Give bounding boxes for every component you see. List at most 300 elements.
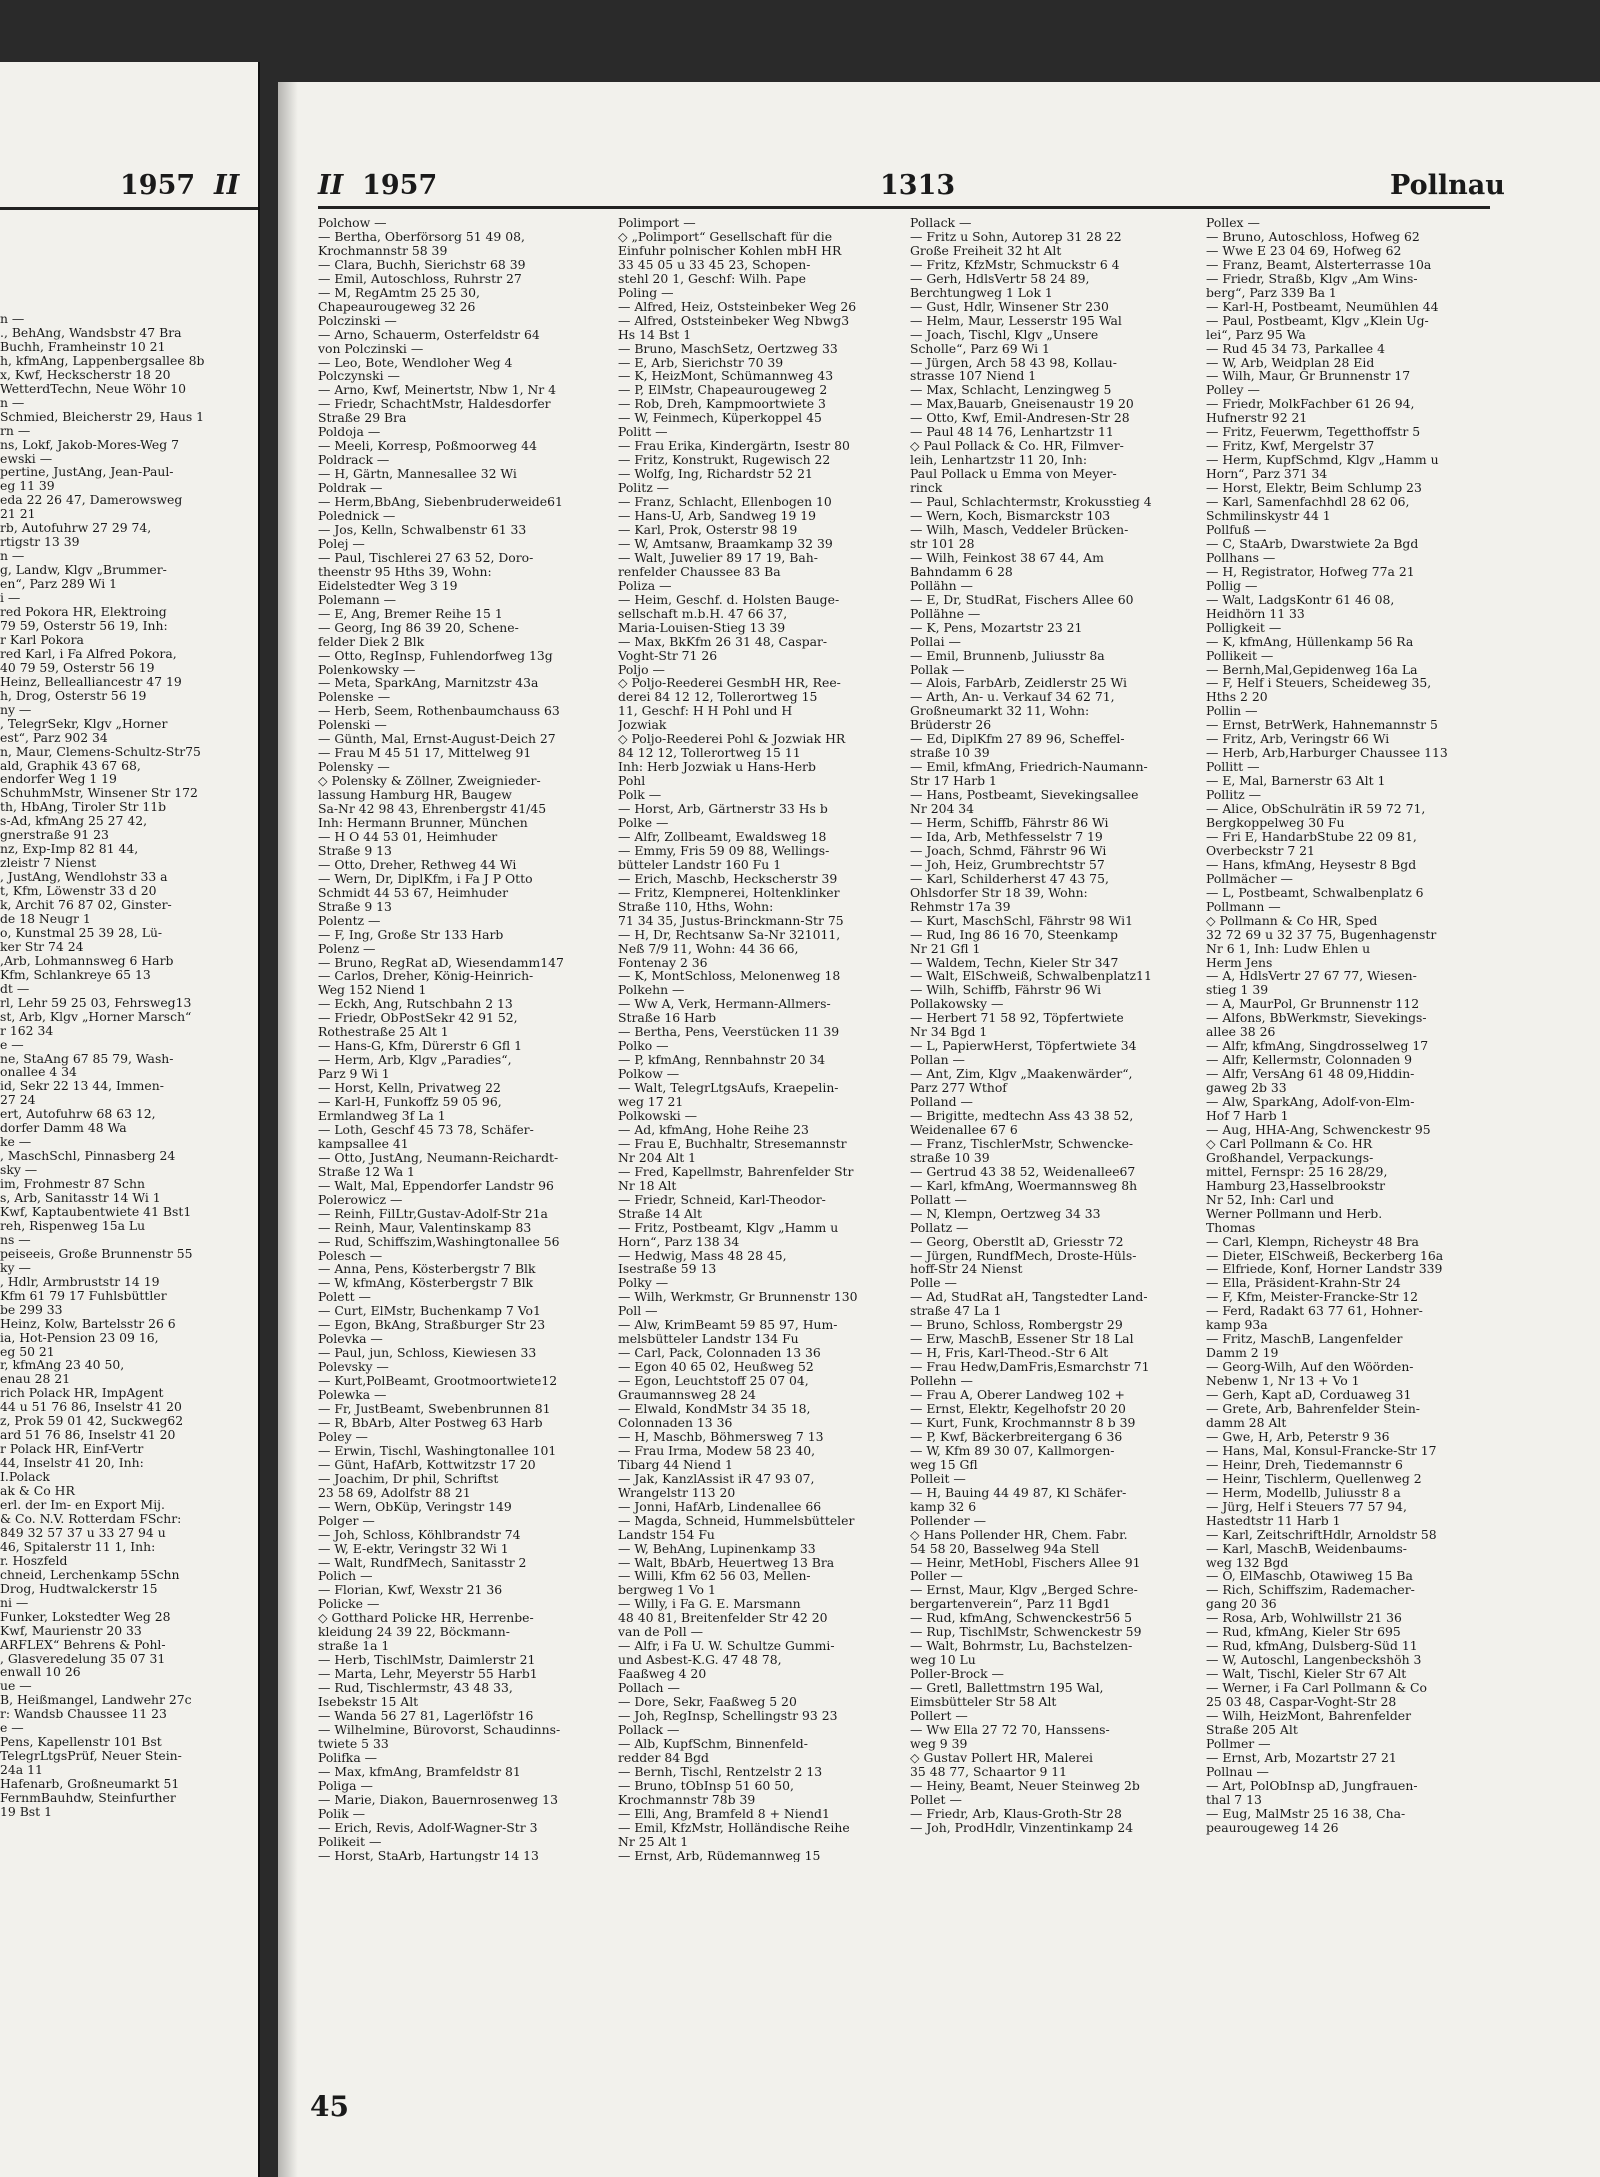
left-page [0, 62, 260, 2177]
directory-entry: Fontenay 2 36 [618, 954, 708, 970]
directory-entry: — Georg, Oberstlt aD, Griesstr 72 [910, 1233, 1124, 1249]
directory-entry: — Elfriede, Konf, Horner Landstr 339 [1206, 1261, 1443, 1277]
directory-entry: Nr 34 Bgd 1 [910, 1024, 988, 1040]
directory-entry: — Wolfg, Ing, Richardstr 52 21 [618, 466, 813, 482]
directory-entry: ◇ Gustav Pollert HR, Malerei [910, 1749, 1094, 1765]
left-header-roman: II [213, 170, 240, 201]
footer-page-number: 45 [310, 2090, 349, 2123]
directory-entry: — Ww Ella 27 72 70, Hanssens- [910, 1721, 1110, 1737]
directory-entry: Schmilinskystr 44 1 [1206, 508, 1331, 524]
directory-entry: Parz 9 Wi 1 [318, 1066, 390, 1082]
directory-entry: — Emmy, Fris 59 09 88, Wellings- [618, 842, 830, 858]
directory-entry: — Wern, Koch, Bismarckstr 103 [910, 508, 1111, 524]
directory-entry: — F, Kfm, Meister-Francke-Str 12 [1206, 1289, 1419, 1305]
directory-entry: — Fritz, Kwf, Mergelstr 37 [1206, 438, 1375, 454]
directory-entry: lassung Hamburg HR, Baugew [318, 787, 512, 803]
directory-entry: Polky — [618, 1275, 669, 1291]
directory-entry: — Frau E, Buchhaltr, Stresemannstr [618, 1135, 847, 1151]
directory-entry: rn — [0, 422, 31, 438]
directory-entry: — Ernst, BetrWerk, Hahnemannstr 5 [1206, 717, 1438, 733]
directory-entry: Hastedtstr 11 Harb 1 [1206, 1512, 1341, 1528]
directory-entry: — L, Postbeamt, Schwalbenplatz 6 [1206, 884, 1424, 900]
directory-entry: — Ant, Zim, Klgv „Maakenwärder“, [910, 1066, 1133, 1082]
directory-entry: — Franz, Schlacht, Ellenbogen 10 [618, 494, 832, 510]
directory-entry: Hths 2 20 [1206, 689, 1268, 705]
directory-entry: Pollmächer — [1206, 870, 1293, 886]
directory-entry: — H, Dr, Rechtsanw Sa-Nr 321011, [618, 926, 841, 942]
directory-entry: 33 45 05 u 33 45 23, Schopen- [618, 256, 811, 272]
directory-entry: kampsallee 41 [318, 1135, 409, 1151]
directory-entry: Polensky — [318, 759, 390, 775]
directory-entry: Polenski — [318, 717, 387, 733]
directory-entry: ue — [0, 1678, 32, 1694]
directory-entry: bergartenverein“, Parz 11 Bgd1 [910, 1596, 1111, 1612]
directory-entry: — H, Bauing 44 49 87, Kl Schäfer- [910, 1484, 1127, 1500]
page-number: 1313 [880, 170, 956, 201]
directory-entry: — Ww A, Verk, Hermann-Allmers- [618, 996, 831, 1012]
directory-entry: Pollmer — [1206, 1735, 1271, 1751]
directory-entry: ald, Graphik 43 67 68, [0, 757, 141, 773]
directory-entry: ert, Autofuhrw 68 63 12, [0, 1106, 156, 1122]
directory-entry: dorfer Damm 48 Wa [0, 1120, 127, 1136]
directory-entry: — Max, kfmAng, Bramfeldstr 81 [318, 1763, 521, 1779]
directory-entry: Pollikeit — [1206, 647, 1274, 663]
running-head: Pollnau [1390, 170, 1505, 201]
gutter-shadow [278, 82, 298, 2177]
directory-entry: Damm 2 19 [1206, 1345, 1279, 1361]
directory-entry: — Herm,BbAng, Siebenbruderweide61 [318, 494, 563, 510]
directory-entry: — Horst, Arb, Gärtnerstr 33 Hs b [618, 801, 828, 817]
directory-entry: red Pokora HR, Elektroing [0, 604, 167, 620]
directory-entry: , Glasveredelung 35 07 31 [0, 1650, 166, 1666]
directory-entry: — Bruno, Autoschloss, Hofweg 62 [1206, 228, 1420, 244]
directory-entry: kamp 93a [1206, 1317, 1268, 1333]
directory-entry: — Otto, JustAng, Neumann-Reichardt- [318, 1149, 559, 1165]
directory-entry: ewski — [0, 450, 53, 466]
directory-entry: — Joachim, Dr phil, Schriftst [318, 1470, 499, 1486]
directory-entry: — Hans, Postbeamt, Sievekingsallee [910, 787, 1139, 803]
directory-entry: Polich — [318, 1568, 373, 1584]
directory-entry: Nr 25 Alt 1 [618, 1833, 689, 1849]
directory-entry: — Bruno, tObInsp 51 60 50, [618, 1777, 794, 1793]
directory-entry: Polewka — [318, 1387, 387, 1403]
directory-entry: , Hdlr, Armbruststr 14 19 [0, 1273, 160, 1289]
directory-entry: Poliza — [618, 577, 672, 593]
directory-entry: — Ferd, Radakt 63 77 61, Hohner- [1206, 1303, 1423, 1319]
directory-entry: — Paul, Tischlerei 27 63 52, Doro- [318, 549, 534, 565]
directory-entry: Pollehn — [910, 1373, 973, 1389]
directory-entry: r, kfmAng 23 40 50, [0, 1357, 125, 1373]
directory-entry: Scholle“, Parz 69 Wi 1 [910, 340, 1050, 356]
directory-entry: — Erw, MaschB, Essener Str 18 Lal [910, 1331, 1134, 1347]
directory-entry: — Walt, Bohrmstr, Lu, Bachstelzen- [910, 1638, 1133, 1654]
directory-entry: Poldrack — [318, 452, 390, 468]
directory-entry: melsbütteler Landstr 134 Fu [618, 1331, 799, 1347]
directory-entry: — Fritz u Sohn, Autorep 31 28 22 [910, 228, 1122, 244]
directory-entry: Polczinski — [318, 312, 397, 328]
directory-entry: 48 40 81, Breitenfelder Str 42 20 [618, 1610, 828, 1626]
directory-entry: kleidung 24 39 22, Böckmann- [318, 1624, 510, 1640]
directory-entry: 44 u 51 76 86, Inselstr 41 20 [0, 1399, 182, 1415]
directory-entry: — Günth, Mal, Ernst-August-Deich 27 [318, 731, 556, 747]
directory-entry: — Frau Erika, Kindergärtn, Isestr 80 [618, 438, 850, 454]
directory-entry: — Fritz, KfzMstr, Schmuckstr 6 4 [910, 256, 1120, 272]
directory-entry: hoff-Str 24 Nienst [910, 1261, 1023, 1277]
directory-entry: — Florian, Kwf, Wexstr 21 36 [318, 1582, 503, 1598]
directory-entry: — H O 44 53 01, Heimhuder [318, 828, 498, 844]
directory-entry: Pollähn — [910, 577, 973, 593]
directory-entry: — Carl, Pack, Colonnaden 13 36 [618, 1345, 821, 1361]
directory-entry: Pollakowsky — [910, 996, 1004, 1012]
directory-entry: Pollack — [910, 216, 972, 230]
directory-entry: rl, Lehr 59 25 03, Fehrsweg13 [0, 994, 192, 1010]
directory-entry: — Clara, Buchh, Sierichstr 68 39 [318, 256, 526, 272]
directory-entry: Kwf, Maurienstr 20 33 [0, 1622, 142, 1638]
left-header-rule [0, 207, 258, 210]
directory-entry: chneid, Lerchenkamp 5Schn [0, 1566, 180, 1582]
directory-entry: z, Prok 59 01 42, Suckweg62 [0, 1413, 184, 1429]
directory-entry: — Rud, kfmAng, Schwenckestr56 5 [910, 1610, 1132, 1626]
directory-entry: — Joh, ProdHdlr, Vinzentinkamp 24 [910, 1819, 1134, 1835]
directory-entry: — Meta, SparkAng, Marnitzstr 43a [318, 675, 539, 691]
directory-entry: — K, kfmAng, Hüllenkamp 56 Ra [1206, 633, 1414, 649]
directory-entry: Schmied, Bleicherstr 29, Haus 1 [0, 408, 204, 424]
directory-entry: — Kurt, Funk, Krochmannstr 8 b 39 [910, 1414, 1136, 1430]
directory-entry: — Karl, ZeitschriftHdlr, Arnoldstr 58 [1206, 1526, 1437, 1542]
directory-entry: Krochmannstr 58 39 [318, 242, 448, 258]
directory-entry: — Hedwig, Mass 48 28 45, [618, 1247, 787, 1263]
directory-entry: — Egon, BkAng, Straßburger Str 23 [318, 1317, 546, 1333]
directory-entry: — Friedr, MolkFachber 61 26 94, [1206, 396, 1415, 412]
directory-entry: ◇ Pollmann & Co HR, Sped [1206, 912, 1378, 928]
directory-entry: — Walt, Juwelier 89 17 19, Bah- [618, 549, 818, 565]
directory-entry: — E, Dr, StudRat, Fischers Allee 60 [910, 591, 1134, 607]
directory-entry: — Hans-G, Kfm, Dürerstr 6 Gfl 1 [318, 1038, 522, 1054]
directory-entry: — Meeli, Korresp, Poßmoorweg 44 [318, 438, 537, 454]
directory-entry: renfelder Chaussee 83 Ba [618, 563, 781, 579]
directory-entry: — O, ElMaschb, Otawiweg 15 Ba [1206, 1568, 1413, 1584]
directory-entry: ni — [0, 1594, 29, 1610]
directory-entry: Polchow — [318, 216, 387, 230]
directory-entry: Policke — [318, 1596, 380, 1612]
directory-entry: — Jak, KanzlAssist iR 47 93 07, [618, 1470, 815, 1486]
directory-entry: theenstr 95 Hths 39, Wohn: [318, 563, 492, 579]
directory-entry: ,Arb, Lohmannsweg 6 Harb [0, 952, 174, 968]
directory-entry: 23 58 69, Adolfstr 88 21 [318, 1484, 471, 1500]
directory-entry: g, Landw, Klgv „Brummer- [0, 562, 167, 578]
directory-entry: Pollex — [1206, 216, 1260, 230]
directory-entry: Pollnau — [1206, 1763, 1269, 1779]
directory-entry: k, Archit 76 87 02, Ginster- [0, 897, 172, 913]
directory-entry: Polk — [618, 787, 662, 803]
directory-entry: endorfer Weg 1 19 [0, 771, 117, 787]
directory-entry: — Ad, StudRat aH, Tangstedter Land- [910, 1289, 1148, 1305]
directory-entry: s, Arb, Sanitasstr 14 Wi 1 [0, 1190, 161, 1206]
directory-entry: 849 32 57 37 u 33 27 94 u [0, 1524, 166, 1540]
directory-entry: — F, Helf i Steuers, Scheideweg 35, [1206, 675, 1432, 691]
directory-entry: 79 59, Osterstr 56 19, Inh: [0, 617, 168, 633]
directory-entry: Polednick — [318, 508, 396, 524]
directory-entry: — Alfons, BbWerkmstr, Sievekings- [1206, 1010, 1427, 1026]
directory-entry: — Fri E, HandarbStube 22 09 81, [1206, 828, 1417, 844]
directory-entry: — A, MaurPol, Gr Brunnenstr 112 [1206, 996, 1420, 1012]
directory-entry: Pollender — [910, 1512, 987, 1528]
directory-entry: — Gwe, H, Arb, Peterstr 9 36 [1206, 1428, 1390, 1444]
directory-entry: — Jos, Kelln, Schwalbenstr 61 33 [318, 521, 527, 537]
directory-entry: — Wern, ObKüp, Veringstr 149 [318, 1498, 512, 1514]
directory-column-4 [1206, 216, 1496, 1835]
directory-entry: Pohl [618, 773, 646, 789]
directory-entry: 25 03 48, Caspar-Voght-Str 28 [1206, 1694, 1397, 1710]
directory-entry: — Hans, kfmAng, Heysestr 8 Bgd [1206, 856, 1417, 872]
directory-entry: dt — [0, 980, 30, 996]
directory-entry: Polland — [910, 1094, 973, 1110]
directory-entry: — Erich, Revis, Adolf-Wagner-Str 3 [318, 1819, 538, 1835]
directory-entry: — Heiny, Beamt, Neuer Steinweg 2b [910, 1777, 1140, 1793]
directory-entry: straße 1a 1 [318, 1638, 390, 1654]
directory-entry: rich Polack HR, ImpAgent [0, 1385, 164, 1401]
directory-entry: — W, kfmAng, Kösterbergstr 7 Blk [318, 1275, 534, 1291]
directory-entry: r Karl Pokora [0, 631, 84, 647]
directory-entry: Overbeckstr 7 21 [1206, 842, 1315, 858]
directory-entry: — L, PapierwHerst, Töpfertwiete 34 [910, 1038, 1137, 1054]
directory-entry: allee 38 26 [1206, 1024, 1276, 1040]
directory-entry: x, Kwf, Heckscherstr 18 20 [0, 366, 171, 382]
directory-entry: — Emil, Autoschloss, Ruhrstr 27 [318, 270, 522, 286]
directory-entry: — Helm, Maur, Lesserstr 195 Wal [910, 312, 1122, 328]
directory-entry: ne, StaAng 67 85 79, Wash- [0, 1050, 174, 1066]
directory-entry: und Asbest-K.G. 47 48 78, [618, 1652, 782, 1668]
directory-entry: gaweg 2b 33 [1206, 1080, 1287, 1096]
directory-entry: — Walt, Tischl, Kieler Str 67 Alt [1206, 1666, 1407, 1682]
directory-entry: Nr 18 Alt [618, 1177, 677, 1193]
directory-entry: — Bernh,Mal,Gepidenweg 16a La [1206, 661, 1418, 677]
directory-entry: Ermlandweg 3f La 1 [318, 1108, 446, 1123]
directory-entry: 54 58 20, Basselweg 94a Stell [910, 1540, 1100, 1556]
directory-entry: s-Ad, kfmAng 25 27 42, [0, 813, 148, 829]
directory-entry: — Herbert 71 58 92, Töpfertwiete [910, 1010, 1124, 1026]
directory-entry: — Rud 45 34 73, Parkallee 4 [1206, 340, 1385, 356]
directory-entry: Polenkowsky — [318, 661, 416, 677]
directory-entry: Nebenw 1, Nr 13 + Vo 1 [1206, 1373, 1360, 1389]
directory-entry: Eidelstedter Weg 3 19 [318, 577, 458, 593]
directory-entry: peaurougeweg 14 26 [1206, 1819, 1339, 1835]
directory-entry: — Walt, ElSchweiß, Schwalbenplatz11 [910, 968, 1152, 984]
directory-entry: — Ernst, Arb, Mozartstr 27 21 [1206, 1749, 1397, 1765]
directory-entry: damm 28 Alt [1206, 1414, 1287, 1430]
directory-entry: — Emil, Brunnenb, Juliusstr 8a [910, 647, 1105, 663]
directory-entry: — Wilh, Feinkost 38 67 44, Am [910, 549, 1104, 565]
directory-entry: ker Str 74 24 [0, 938, 84, 954]
directory-entry: — Joh, Heiz, Grumbrechtstr 57 [910, 856, 1105, 872]
directory-entry: Tibarg 44 Niend 1 [618, 1456, 733, 1472]
directory-entry: — W, BehAng, Lupinenkamp 33 [618, 1540, 816, 1556]
directory-entry: — M, RegAmtm 25 25 30, [318, 284, 480, 300]
directory-entry: — H, Gärtn, Mannesallee 32 Wi [318, 466, 517, 482]
directory-entry: en“, Parz 289 Wi 1 [0, 576, 117, 592]
directory-entry: r. Hoszfeld [0, 1552, 68, 1568]
directory-entry: Straße 110, Hths, Wohn: [618, 898, 774, 914]
directory-entry: Nr 6 1, Inh: Ludw Ehlen u [1206, 940, 1371, 956]
directory-entry: — Alfred, Oststeinbeker Weg Nbwg3 [618, 312, 850, 328]
directory-entry: Pollai — [910, 633, 961, 649]
directory-entry: straße 47 La 1 [910, 1303, 1002, 1319]
directory-entry: — Gerh, Kapt aD, Corduaweg 31 [1206, 1387, 1412, 1403]
directory-entry: — Reinh, FilLtr,Gustav-Adolf-Str 21a [318, 1205, 548, 1221]
directory-entry: straße 10 39 [910, 1149, 990, 1165]
directory-entry: Inh: Herb Jozwiak u Hans-Herb [618, 759, 816, 775]
directory-entry: WetterdTechn, Neue Wöhr 10 [0, 380, 187, 396]
directory-entry: Str 17 Harb 1 [910, 773, 997, 789]
directory-entry: — R, BbArb, Alter Postweg 63 Harb [318, 1414, 543, 1430]
directory-entry: Heinz, Bellealliancestr 47 19 [0, 673, 182, 689]
directory-entry: — Magda, Schneid, Hummelsbütteler [618, 1512, 855, 1528]
directory-entry: Wrangelstr 113 20 [618, 1484, 736, 1500]
directory-entry: — Ernst, Maur, Klgv „Berged Schre- [910, 1582, 1138, 1598]
directory-entry: — Fritz, Konstrukt, Rugewisch 22 [618, 452, 831, 468]
directory-entry: — Heinr, MetHobl, Fischers Allee 91 [910, 1554, 1141, 1570]
directory-entry: red Karl, i Fa Alfred Pokora, [0, 645, 177, 661]
directory-entry: Poljo — [618, 661, 665, 677]
right-header-left [318, 170, 437, 201]
right-header-year: 1957 [362, 170, 438, 201]
directory-entry: — Ida, Arb, Methfesselstr 7 19 [910, 828, 1103, 844]
directory-entry: Jozwiak [618, 717, 667, 733]
directory-entry: Schmidt 44 53 67, Heimhuder [318, 884, 509, 900]
directory-entry: — Frau Irma, Modew 58 23 40, [618, 1442, 816, 1458]
directory-entry: von Polczinski — [318, 340, 424, 356]
directory-entry: — Alfr, kfmAng, Singdrosselweg 17 [1206, 1038, 1429, 1054]
directory-entry: sky — [0, 1162, 38, 1178]
directory-entry: ard 51 76 86, Inselstr 41 20 [0, 1427, 176, 1443]
directory-entry: derei 84 12 12, Tollerortweg 15 [618, 689, 818, 705]
directory-entry: — Wwe E 23 04 69, Hofweg 62 [1206, 242, 1402, 258]
directory-entry: Pollert — [910, 1707, 968, 1723]
directory-entry: — Rud, Tischlermstr, 43 48 33, [318, 1680, 513, 1696]
directory-entry: — Karl, Samenfachhdl 28 62 06, [1206, 494, 1410, 510]
directory-entry: — Ernst, Elektr, Kegelhofstr 20 20 [910, 1401, 1126, 1417]
directory-entry: — Franz, TischlerMstr, Schwencke- [910, 1135, 1134, 1151]
directory-entry: — Ernst, Arb, Rüdemannweg 15 [618, 1847, 821, 1863]
directory-entry: Kfm 61 79 17 Fuhlsbüttler [0, 1287, 167, 1303]
directory-entry: Nr 52, Inh: Carl und [1206, 1191, 1334, 1207]
directory-column-1 [318, 216, 608, 1862]
directory-entry: id, Sekr 22 13 44, Immen- [0, 1078, 164, 1094]
directory-entry: — Bernh, Tischl, Rentzelstr 2 13 [618, 1763, 823, 1779]
directory-entry: Nr 204 34 [910, 801, 975, 817]
directory-entry: , TelegrSekr, Klgv „Horner [0, 715, 168, 731]
directory-entry: , MaschSchl, Pinnasberg 24 [0, 1148, 176, 1164]
left-header [120, 170, 239, 201]
directory-entry: — Erwin, Tischl, Washingtonallee 101 [318, 1442, 557, 1458]
directory-entry: — Elwald, KondMstr 34 35 18, [618, 1401, 811, 1417]
directory-entry: Pollan — [910, 1052, 965, 1068]
directory-entry: — Alfr, Zollbeamt, Ewaldsweg 18 [618, 828, 827, 844]
directory-entry: — Max,Bauarb, Gneisenaustr 19 20 [910, 396, 1134, 412]
directory-entry: — Emil, kfmAng, Friedrich-Naumann- [910, 759, 1148, 775]
directory-entry: — Alw, KrimBeamt 59 85 97, Hum- [618, 1317, 838, 1333]
directory-entry: Große Freiheit 32 ht Alt [910, 242, 1062, 258]
directory-entry: Sa-Nr 42 98 43, Ehrenbergstr 41/45 [318, 801, 547, 817]
directory-entry: Polkowski — [618, 1108, 697, 1123]
directory-entry: ◇ Poljo-Reederei GesmbH HR, Ree- [618, 675, 841, 691]
directory-entry: im, Frohmestr 87 Schn [0, 1176, 145, 1192]
directory-entry: 27 24 [0, 1092, 36, 1108]
directory-entry: Eimsbütteler Str 58 Alt [910, 1694, 1057, 1710]
directory-entry: — Arth, An- u. Verkauf 34 62 71, [910, 689, 1115, 705]
directory-entry: — Friedr, ObPostSekr 42 91 52, [318, 1010, 518, 1026]
directory-entry: ns — [0, 1231, 31, 1247]
directory-entry: Straße 29 Bra [318, 410, 407, 426]
directory-entry: — Paul, Postbeamt, Klgv „Klein Ug- [1206, 312, 1429, 328]
directory-entry: Polkehn — [618, 982, 685, 998]
directory-entry: h, Drog, Osterstr 56 19 [0, 687, 147, 703]
directory-entry: erl. der Im- en Export Mij. [0, 1497, 165, 1513]
directory-entry: — Wilh, Werkmstr, Gr Brunnenstr 130 [618, 1289, 858, 1305]
directory-entry: — F, Ing, Große Str 133 Harb [318, 926, 504, 942]
directory-entry: — Heinr, Tischlerm, Quellenweg 2 [1206, 1470, 1422, 1486]
directory-entry: — Arno, Kwf, Meinertstr, Nbw 1, Nr 4 [318, 382, 557, 398]
directory-entry: Voght-Str 71 26 [618, 647, 718, 663]
directory-entry: — Max, BkKfm 26 31 48, Caspar- [618, 633, 828, 649]
directory-entry: Polligkeit — [1206, 619, 1282, 635]
directory-entry: Straße 9 13 [318, 842, 392, 858]
directory-entry: Funker, Lokstedter Weg 28 [0, 1608, 171, 1624]
directory-entry: Paul Pollack u Emma von Meyer- [910, 466, 1117, 482]
directory-entry: redder 84 Bgd [618, 1749, 709, 1765]
directory-entry: rtigstr 13 39 [0, 534, 80, 550]
directory-entry: — Rud, Ing 86 16 70, Steenkamp [910, 926, 1118, 942]
directory-entry: — Arno, Schauerm, Osterfeldstr 64 [318, 326, 540, 342]
directory-entry: r 162 34 [0, 1022, 54, 1038]
directory-entry: — Alb, KupfSchm, Binnenfeld- [618, 1735, 808, 1751]
directory-entry: — Walt, RundfMech, Sanitasstr 2 [318, 1554, 527, 1570]
directory-entry: e — [0, 1036, 24, 1052]
directory-entry: — Karl-H, Postbeamt, Neumühlen 44 [1206, 298, 1439, 314]
directory-entry: strasse 107 Niend 1 [910, 368, 1037, 384]
directory-entry: — Wilh, Maur, Gr Brunnenstr 17 [1206, 368, 1411, 384]
directory-entry: — Alfred, Heiz, Oststeinbeker Weg 26 [618, 298, 857, 314]
directory-entry: Polko — [618, 1038, 669, 1054]
directory-entry: — Bruno, Schloss, Rombergstr 29 [910, 1317, 1123, 1333]
directory-entry: van de Poll — [618, 1624, 704, 1640]
directory-entry: ◇ „Polimport“ Gesellschaft für die [618, 228, 833, 244]
directory-entry: bütteler Landstr 160 Fu 1 [618, 856, 782, 872]
directory-entry: Hs 14 Bst 1 [618, 326, 692, 342]
directory-entry: ◇ Gotthard Policke HR, Herrenbe- [318, 1610, 534, 1626]
directory-entry: ◇ Poljo-Reederei Pohl & Jozwiak HR [618, 731, 846, 747]
directory-entry: — Frau A, Oberer Landweg 102 + [910, 1387, 1125, 1403]
directory-entry: rb, Autofuhrw 27 29 74, [0, 520, 152, 536]
directory-entry: — Rud, kfmAng, Dulsberg-Süd 11 [1206, 1638, 1418, 1654]
directory-entry: Parz 277 Wthof [910, 1080, 1007, 1096]
directory-entry: — Paul 48 14 76, Lenhartzstr 11 [910, 424, 1114, 440]
directory-entry: 11, Geschf: H H Pohl und H [618, 703, 793, 719]
directory-entry: Nr 204 Alt 1 [618, 1149, 697, 1165]
directory-entry: — Erich, Maschb, Heckscherstr 39 [618, 870, 838, 886]
directory-entry: Polevka — [318, 1331, 383, 1347]
directory-entry: Ohlsdorfer Str 18 39, Wohn: [910, 884, 1088, 900]
directory-entry: ◇ Paul Pollack & Co. HR, Filmver- [910, 438, 1124, 454]
directory-entry: Rothestraße 25 Alt 1 [318, 1024, 449, 1040]
directory-entry: Pollak — [910, 661, 965, 677]
directory-entry: Krochmannstr 78b 39 [618, 1791, 756, 1807]
directory-entry: — E, Arb, Sierichstr 70 39 [618, 354, 784, 370]
directory-entry: h, kfmAng, Lappenbergsallee 8b [0, 352, 205, 368]
directory-entry: — N, Klempn, Oertzweg 34 33 [910, 1205, 1101, 1221]
directory-entry: Poliga — [318, 1777, 373, 1793]
directory-entry: — E, Ang, Bremer Reihe 15 1 [318, 605, 503, 621]
